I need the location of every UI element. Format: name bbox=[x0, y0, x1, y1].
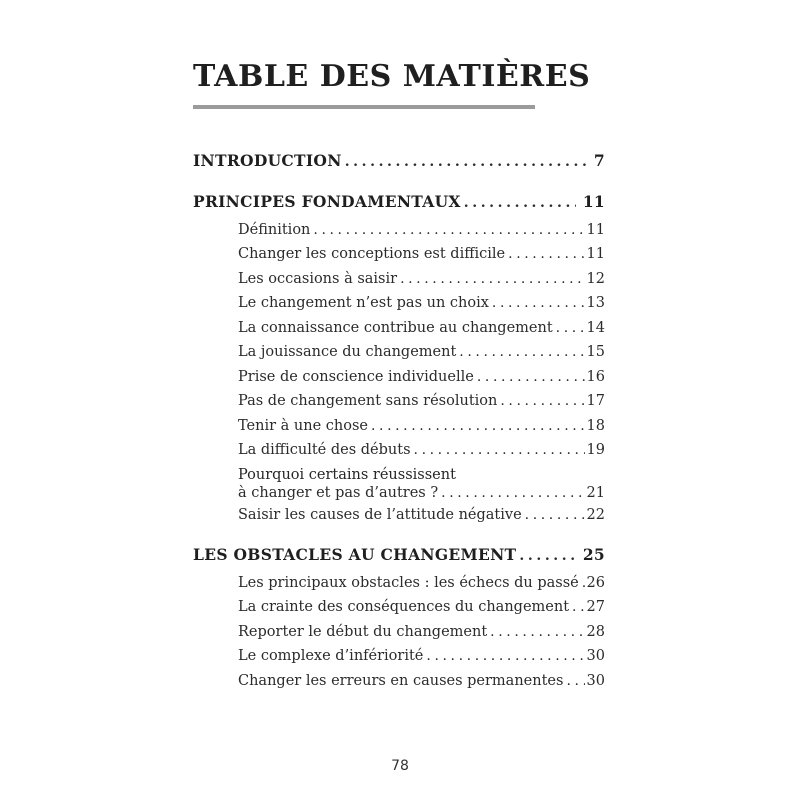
dot-leader bbox=[519, 543, 575, 569]
toc-entry bbox=[238, 669, 605, 694]
toc-entry-page: 27 bbox=[586, 599, 605, 615]
toc-entry-label: Définition bbox=[238, 221, 311, 238]
toc-section-page: 11 bbox=[582, 192, 605, 211]
toc-section-entry bbox=[193, 149, 605, 175]
toc-entry bbox=[238, 414, 605, 439]
toc-entry bbox=[238, 389, 605, 414]
toc-entry-page: 15 bbox=[586, 344, 605, 360]
toc-entry-page: 28 bbox=[586, 623, 605, 640]
toc-section-entry bbox=[193, 543, 605, 569]
toc-entry-label: Les principaux obstacles : les échecs du passé bbox=[238, 574, 579, 591]
toc-entry-label: Tenir à une chose bbox=[238, 417, 368, 434]
toc-entry bbox=[238, 620, 605, 645]
dot-leader bbox=[459, 340, 584, 365]
toc-section bbox=[193, 149, 605, 175]
toc-entry-page: 26 bbox=[586, 574, 605, 591]
dot-leader bbox=[500, 389, 584, 414]
toc-entry-page: 13 bbox=[586, 295, 605, 311]
dot-leader bbox=[566, 669, 584, 694]
toc-entry-page: 16 bbox=[586, 368, 605, 385]
toc-entry-label-line2: à changer et pas d’autres ? bbox=[238, 484, 439, 501]
toc-entry bbox=[238, 340, 605, 365]
dot-leader bbox=[572, 595, 585, 620]
dot-leader bbox=[464, 190, 576, 216]
toc-entry-multiline bbox=[238, 463, 605, 503]
toc-entry-page: 18 bbox=[586, 417, 605, 434]
toc-entry-label: La crainte des conséquences du changement bbox=[238, 599, 570, 615]
toc-entry-line2 bbox=[238, 483, 605, 503]
toc-section-items bbox=[193, 218, 605, 528]
toc-entry bbox=[238, 365, 605, 390]
toc-entry-label: Les occasions à saisir bbox=[238, 270, 398, 287]
toc-entry-page: 14 bbox=[586, 319, 605, 336]
toc-entry-page: 30 bbox=[586, 672, 605, 689]
toc-section-items bbox=[193, 571, 605, 694]
page-title: TABLE DES MATIÈRES bbox=[193, 59, 591, 94]
page-number: 78 bbox=[391, 758, 409, 774]
toc-section bbox=[193, 543, 605, 693]
toc-entry-label: La connaissance contribue au changement bbox=[238, 319, 553, 336]
dot-leader bbox=[371, 414, 585, 439]
toc-entry-page: 17 bbox=[586, 393, 605, 409]
toc-section-page: 7 bbox=[593, 150, 605, 170]
toc-entry-page: 21 bbox=[586, 484, 605, 501]
toc-entry-page: 12 bbox=[586, 270, 605, 287]
toc-entry bbox=[238, 571, 605, 596]
toc-entry-page: 11 bbox=[586, 246, 605, 262]
toc-entry bbox=[238, 595, 605, 620]
toc-entry-page: 19 bbox=[586, 442, 605, 458]
toc-entry-label: Prise de conscience individuelle bbox=[238, 368, 474, 385]
toc-entry-label-line1: Pourquoi certains réussissent bbox=[238, 466, 456, 483]
dot-leader bbox=[556, 316, 585, 341]
toc-entry bbox=[238, 503, 605, 528]
toc-entry bbox=[238, 291, 605, 316]
toc-section-entry bbox=[193, 190, 605, 216]
toc-list bbox=[193, 109, 605, 694]
dot-leader bbox=[414, 438, 585, 463]
toc-section-label: PRINCIPES FONDAMENTAUX bbox=[193, 192, 461, 211]
toc-entry-page: 22 bbox=[586, 506, 605, 523]
toc-section bbox=[193, 190, 605, 527]
toc-entry-label: Changer les erreurs en causes permanentes bbox=[238, 672, 564, 689]
toc-entry-label: La jouissance du changement bbox=[238, 344, 457, 360]
toc-entry-page: 30 bbox=[586, 648, 605, 664]
toc-entry-label: Saisir les causes de l’attitude négative bbox=[238, 506, 522, 523]
toc-entry-label: Changer les conceptions est difficile bbox=[238, 246, 506, 262]
toc-entry bbox=[238, 644, 605, 669]
toc-section-label: INTRODUCTION bbox=[193, 150, 342, 170]
dot-leader bbox=[477, 365, 585, 390]
toc-entry-page: 11 bbox=[586, 221, 605, 238]
dot-leader bbox=[441, 483, 584, 503]
toc-section-page: 25 bbox=[582, 545, 605, 564]
toc-entry bbox=[238, 438, 605, 463]
toc-entry bbox=[238, 316, 605, 341]
toc-entry-label: La difficulté des débuts bbox=[238, 442, 411, 458]
dot-leader bbox=[400, 267, 584, 292]
toc-entry bbox=[238, 267, 605, 292]
dot-leader bbox=[525, 503, 585, 528]
toc-entry-label: Reporter le début du changement bbox=[238, 623, 488, 640]
dot-leader bbox=[345, 149, 587, 175]
dot-leader bbox=[492, 291, 585, 316]
dot-leader bbox=[508, 242, 584, 267]
dot-leader bbox=[490, 620, 584, 645]
toc-content bbox=[193, 58, 605, 693]
dot-leader bbox=[582, 571, 585, 596]
toc-entry bbox=[238, 242, 605, 267]
toc-entry-label: Pas de changement sans résolution bbox=[238, 393, 498, 409]
toc-section-label: LES OBSTACLES AU CHANGEMENT bbox=[193, 545, 517, 564]
dot-leader bbox=[313, 218, 584, 243]
toc-entry-label: Le changement n’est pas un choix bbox=[238, 295, 489, 311]
toc-entry bbox=[238, 218, 605, 243]
dot-leader bbox=[426, 644, 584, 669]
toc-entry-label: Le complexe d’infériorité bbox=[238, 648, 424, 664]
